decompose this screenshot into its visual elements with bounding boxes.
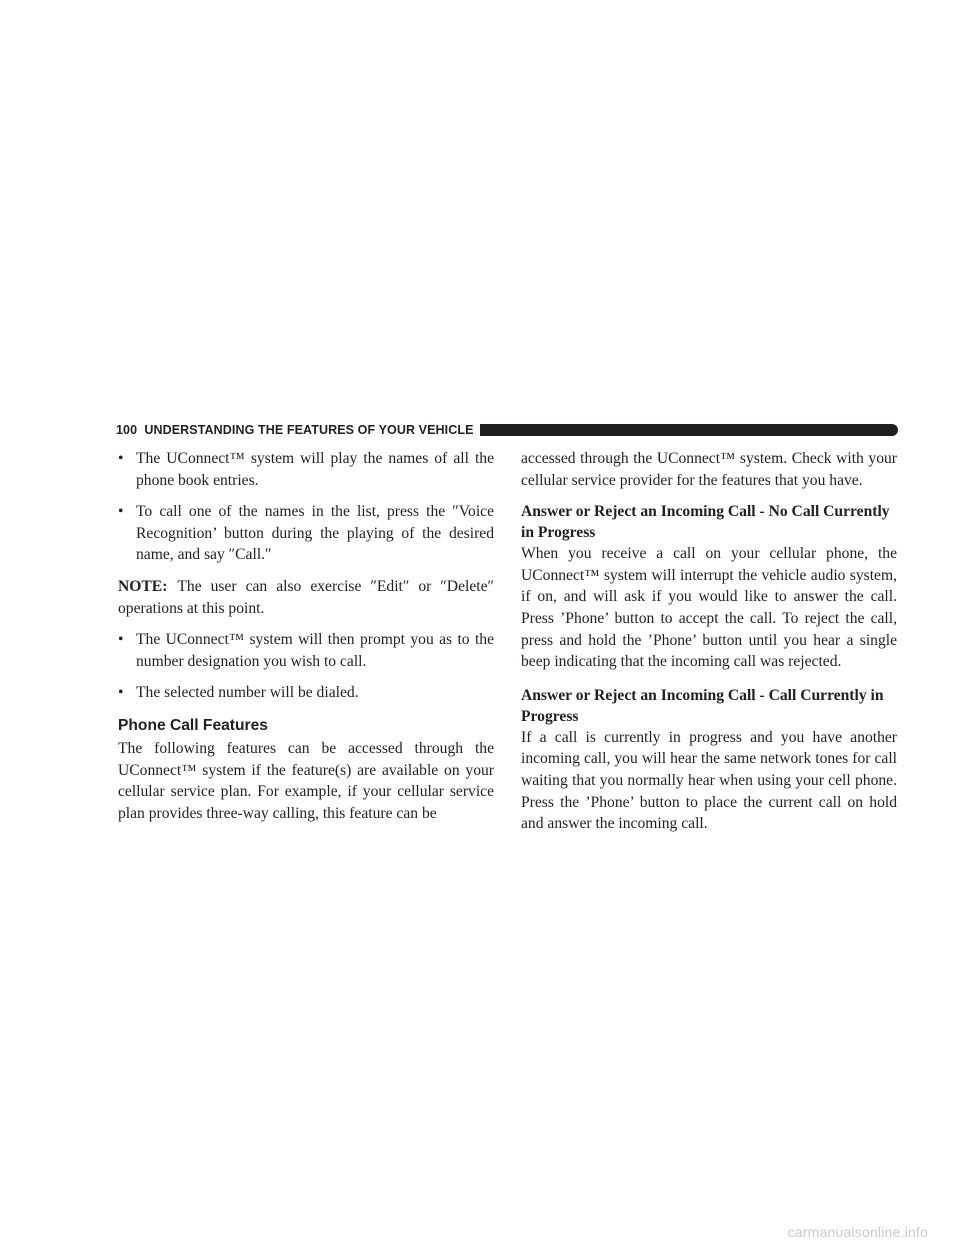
- bullet-text: The UConnect™ system will play the names of all the phone book entries.: [136, 450, 494, 489]
- right-column: [521, 448, 897, 835]
- bullet-icon: •: [118, 684, 124, 702]
- note-text: The user can also exercise ″Edit″ or ″Delete″ operations at this point.: [118, 577, 494, 617]
- header-title: UNDERSTANDING THE FEATURES OF YOUR VEHICLE: [144, 423, 474, 437]
- subheading-no-call: Answer or Reject an Incoming Call - No Call Currently in Progress: [521, 503, 890, 542]
- bullet-item: [118, 629, 494, 672]
- bullet-icon: •: [118, 503, 124, 521]
- note-paragraph: [118, 576, 494, 619]
- watermark-text: carmanualsonline.info: [787, 1224, 928, 1240]
- page-header: [116, 421, 898, 439]
- note-label: NOTE:: [118, 577, 168, 595]
- bullet-text: The UConnect™ system will then prompt you as to the number designation you wish to call.: [136, 631, 494, 670]
- subheading-call-in-progress: Answer or Reject an Incoming Call - Call Currently in Progress: [521, 686, 884, 725]
- text-no-call: When you receive a call on your cellular phone, the UConnect™ system will interrupt the vehicle audio system, if on, and will ask if you would like to answer the call. Press ’Phone’ button to accept the call. To reject the call, press and hold the ’Phone’ button until you hear a single beep indicating that the incoming call was rejected.: [521, 545, 897, 671]
- page-header-text: [116, 423, 474, 437]
- bullet-item: [118, 448, 494, 491]
- continuation-text: accessed through the UConnect™ system. Check with your cellular service provider for the features that you have.: [521, 450, 897, 489]
- bullet-icon: •: [118, 450, 124, 467]
- bullet-icon: •: [118, 631, 124, 649]
- text-call-in-progress: If a call is currently in progress and you have another incoming call, you will hear the same network tones for call waiting that you normally hear when using your cell phone. Press the ’Phone’ button to place the current call on hold and answer the incoming call.: [521, 728, 897, 833]
- bullet-item: [118, 682, 494, 704]
- left-column: [118, 448, 494, 824]
- header-rule: [480, 424, 898, 436]
- page-number: 100: [116, 423, 138, 437]
- section-text: The following features can be accessed through the UConnect™ system if the feature(s) are available on your cellular service plan. For example, if your cellular service plan provides three-way calling, this feature can be: [118, 739, 494, 822]
- bullet-text: To call one of the names in the list, press the ″Voice Recognition’ button during the playing of the desired name, and say ″Call.″: [136, 503, 494, 564]
- section-heading: Phone Call Features: [118, 716, 268, 734]
- bullet-item: [118, 501, 494, 566]
- bullet-text: The selected number will be dialed.: [136, 684, 359, 702]
